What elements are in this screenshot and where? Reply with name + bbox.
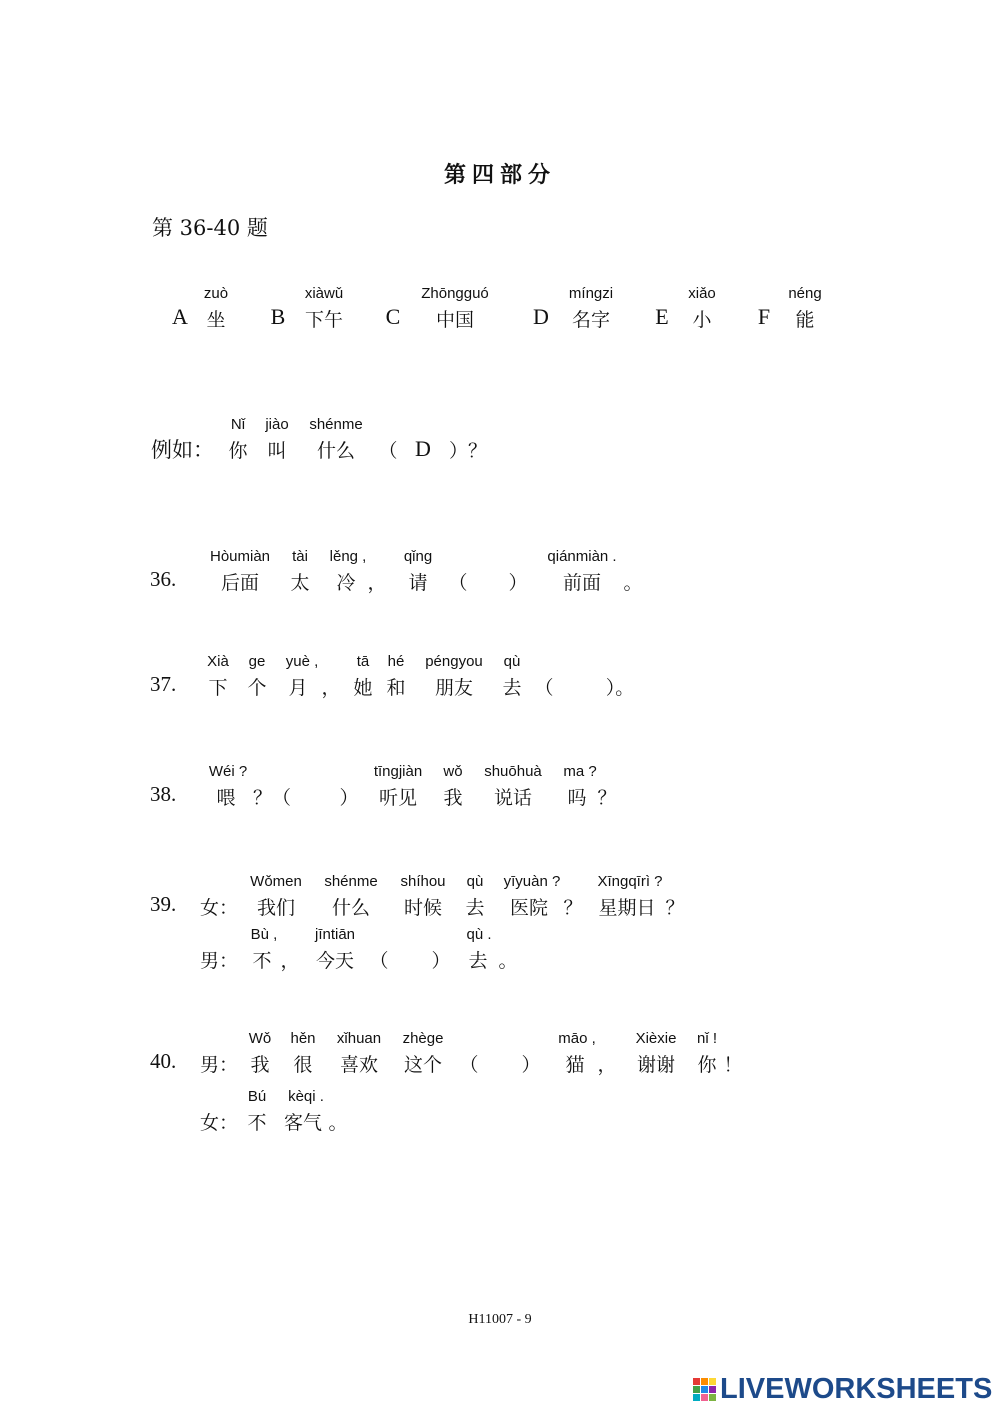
hanzi: ？ xyxy=(597,787,617,809)
pinyin: qù . xyxy=(466,926,492,943)
hanzi: 星期日 xyxy=(598,897,656,919)
pinyin: ma ? xyxy=(563,763,597,780)
logo-square xyxy=(709,1378,716,1385)
hanzi: ？ xyxy=(665,897,685,919)
pinyin: shénme xyxy=(324,873,378,890)
logo-grid-icon xyxy=(693,1378,716,1401)
option-letter: D xyxy=(533,304,549,329)
example-answer: D xyxy=(415,436,431,461)
speaker-label: 男： xyxy=(200,950,239,972)
hanzi: 不 xyxy=(247,1112,267,1134)
answer-blank-close[interactable]: ）。 xyxy=(605,677,635,699)
option-letter: A xyxy=(172,304,188,329)
hanzi: 月 xyxy=(288,677,308,699)
question-40 xyxy=(0,1030,1000,1076)
logo-square xyxy=(709,1394,716,1401)
hanzi: 。 xyxy=(328,1112,348,1134)
hanzi: 前面 xyxy=(562,572,602,594)
pinyin: kèqi . xyxy=(288,1088,324,1105)
hanzi: 喂 xyxy=(216,787,236,809)
page-footer: H11007 - 9 xyxy=(468,1312,532,1327)
pinyin: Xièxie xyxy=(635,1030,677,1047)
pinyin: qù xyxy=(466,873,484,890)
answer-blank-close[interactable]: ） xyxy=(431,950,451,972)
pinyin: Nǐ xyxy=(230,416,246,433)
option-hanzi: 下午 xyxy=(304,309,344,331)
option-pinyin: xiàwǔ xyxy=(304,285,344,302)
pinyin: xǐhuan xyxy=(336,1030,382,1047)
logo-square xyxy=(693,1386,700,1393)
hanzi: ， xyxy=(280,950,300,972)
question-39 xyxy=(0,873,1000,919)
logo-square xyxy=(693,1394,700,1401)
option-pinyin: zuò xyxy=(203,285,229,302)
pinyin: yuè , xyxy=(285,653,319,670)
hanzi: ？ xyxy=(563,897,583,919)
hanzi: 请 xyxy=(408,572,428,594)
pinyin: tīngjiàn xyxy=(373,763,423,780)
logo-square xyxy=(701,1394,708,1401)
hanzi: 叫 xyxy=(267,440,287,462)
hanzi: 什么 xyxy=(316,440,356,462)
question-number: 38. xyxy=(150,782,177,806)
option-pinyin: míngzi xyxy=(568,285,614,302)
example-sentence xyxy=(0,416,1000,462)
hanzi: 猫 xyxy=(565,1054,585,1076)
example-label: 例如： xyxy=(151,438,214,462)
pinyin: hé xyxy=(387,653,405,670)
pinyin: māo , xyxy=(558,1030,596,1047)
option-hanzi: 小 xyxy=(692,309,712,331)
answer-blank-close[interactable]: ） xyxy=(339,787,359,809)
hanzi: 去 xyxy=(468,950,488,972)
option-pinyin: Zhōngguó xyxy=(421,285,489,302)
hanzi: 我 xyxy=(250,1054,270,1076)
option-letter: B xyxy=(270,304,286,329)
hanzi: 和 xyxy=(386,677,406,699)
logo-text: LIVEWORKSHEETS xyxy=(720,1372,993,1405)
hanzi: 时候 xyxy=(403,897,443,919)
option-hanzi: 中国 xyxy=(435,309,475,331)
answer-blank-close[interactable]: ） xyxy=(521,1054,541,1076)
logo-square xyxy=(701,1378,708,1385)
pinyin: shénme xyxy=(309,416,363,433)
hanzi: 你 xyxy=(228,440,248,462)
hanzi: 不 xyxy=(252,950,272,972)
question-37 xyxy=(0,653,1000,699)
hanzi: ， xyxy=(321,677,341,699)
hanzi: 后面 xyxy=(220,572,260,594)
hanzi: 吗 xyxy=(567,787,587,809)
answer-blank-open[interactable]: （ xyxy=(534,677,554,699)
hanzi: 说话 xyxy=(493,787,533,809)
hanzi: 去 xyxy=(502,677,522,699)
pinyin: hěn xyxy=(290,1030,316,1047)
hanzi: 听见 xyxy=(378,787,418,809)
hanzi: 。 xyxy=(498,950,518,972)
hanzi: 太 xyxy=(290,572,310,594)
answer-blank-open[interactable]: （ xyxy=(448,572,468,594)
option-pinyin: xiǎo xyxy=(688,285,716,302)
option-hanzi: 坐 xyxy=(206,309,226,331)
answer-blank-open[interactable]: ？（ xyxy=(252,787,292,809)
hanzi: 她 xyxy=(353,677,373,699)
hanzi: 朋友 xyxy=(434,677,474,699)
pinyin: qiánmiàn . xyxy=(547,548,617,565)
hanzi: （ xyxy=(378,440,398,462)
option-pinyin: néng xyxy=(788,285,822,302)
question-number: 39. xyxy=(150,892,177,916)
question-number: 37. xyxy=(150,672,177,696)
pinyin: zhège xyxy=(402,1030,444,1047)
hanzi: 这个 xyxy=(403,1054,443,1076)
hanzi: 什么 xyxy=(331,897,371,919)
option-hanzi: 名字 xyxy=(571,309,611,331)
question-number: 40. xyxy=(150,1049,177,1073)
logo-square xyxy=(701,1386,708,1393)
speaker-label: 女： xyxy=(200,1112,239,1134)
pinyin: Hòumiàn xyxy=(209,548,271,565)
pinyin: nǐ ! xyxy=(696,1030,718,1047)
hanzi: 去 xyxy=(465,897,485,919)
hanzi: 冷 xyxy=(336,572,356,594)
hanzi: 谢谢 xyxy=(636,1054,676,1076)
section-title: 第四部分 xyxy=(443,162,556,188)
pinyin: Wǒmen xyxy=(250,873,302,890)
hanzi: 今天 xyxy=(315,950,355,972)
speaker-label: 女： xyxy=(200,897,239,919)
hanzi: 客气 xyxy=(283,1112,323,1134)
hanzi: 我们 xyxy=(256,897,296,919)
hanzi: 。 xyxy=(623,572,643,594)
pinyin: jīntiān xyxy=(314,926,356,943)
option-bank xyxy=(0,285,1000,331)
pinyin: tā xyxy=(356,653,370,670)
pinyin: péngyou xyxy=(425,653,483,670)
pinyin: tài xyxy=(292,548,308,565)
logo-square xyxy=(693,1378,700,1385)
option-letter: C xyxy=(385,304,401,329)
hanzi: 喜欢 xyxy=(339,1054,379,1076)
pinyin: shíhou xyxy=(400,873,446,890)
hanzi: 很 xyxy=(293,1054,313,1076)
hanzi: ！ xyxy=(723,1054,743,1076)
question-36 xyxy=(0,548,1000,594)
question-38 xyxy=(0,763,1000,809)
question-39-reply xyxy=(0,926,1000,972)
pinyin: yīyuàn ? xyxy=(503,873,561,890)
hanzi: ）？ xyxy=(448,440,488,462)
question-number: 36. xyxy=(150,567,177,591)
pinyin: Bù , xyxy=(250,926,278,943)
pinyin: shuōhuà xyxy=(484,763,542,780)
pinyin: Xīngqīrì ? xyxy=(597,873,663,890)
pinyin: lěng , xyxy=(329,548,367,565)
pinyin: jiào xyxy=(265,416,289,433)
pinyin: qǐng xyxy=(403,548,433,565)
option-hanzi: 能 xyxy=(795,309,815,331)
answer-blank-open[interactable]: （ xyxy=(369,950,389,972)
hanzi: 我 xyxy=(443,787,463,809)
pinyin: Xià xyxy=(207,653,229,670)
liveworksheets-logo xyxy=(693,1372,992,1406)
hanzi: 你 xyxy=(697,1054,717,1076)
answer-blank-close[interactable]: ） xyxy=(508,572,528,594)
hanzi: ， xyxy=(597,1054,617,1076)
pinyin: Wéi ? xyxy=(208,763,248,780)
logo-square xyxy=(709,1386,716,1393)
pinyin: wǒ xyxy=(443,763,463,780)
question-range: 第 36-40 题 xyxy=(152,216,268,240)
pinyin: ge xyxy=(248,653,266,670)
hanzi: 个 xyxy=(247,677,267,699)
hanzi: 医院 xyxy=(509,897,549,919)
option-letter: F xyxy=(757,304,771,329)
pinyin: Bú xyxy=(247,1088,267,1105)
hanzi: 下 xyxy=(208,677,228,699)
pinyin: Wǒ xyxy=(248,1030,272,1047)
question-40-reply xyxy=(0,1088,1000,1134)
pinyin: qù xyxy=(503,653,521,670)
hanzi: ， xyxy=(367,572,387,594)
answer-blank-open[interactable]: （ xyxy=(459,1054,479,1076)
option-letter: E xyxy=(655,304,669,329)
speaker-label: 男： xyxy=(200,1054,239,1076)
